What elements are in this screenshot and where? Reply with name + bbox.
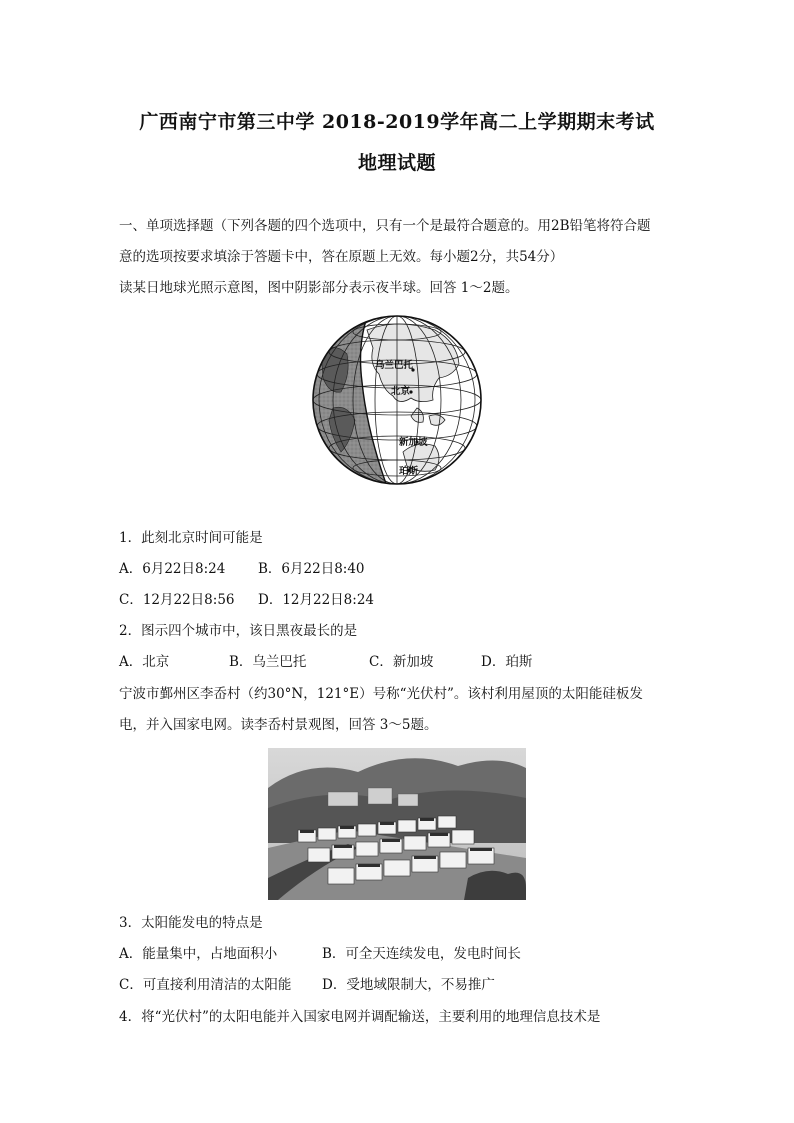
- city-label-ulaanbaatar: 乌兰巴托: [375, 360, 414, 371]
- exam-subtitle: 地理试题: [357, 152, 436, 174]
- q3-option-b[interactable]: B．可全天连续发电，发电时间长: [322, 946, 521, 962]
- exam-title: 广西南宁市第三中学 2018-2019学年高二上学期期末考试: [139, 111, 655, 133]
- earth-illumination-figure: [307, 312, 487, 488]
- section-instructions-line-1: 一、单项选择题（下列各题的四个选项中，只有一个是最符合题意的。用2B铅笔将符合题: [119, 218, 651, 234]
- q1-option-c[interactable]: C．12月22日8:56: [119, 592, 235, 608]
- question-3-stem: 3．太阳能发电的特点是: [119, 915, 263, 931]
- city-label-perth: 珀斯: [399, 466, 419, 477]
- q3-option-c[interactable]: C．可直接利用清洁的太阳能: [119, 977, 292, 993]
- globe-svg: [307, 312, 487, 488]
- q2-option-d[interactable]: D．珀斯: [481, 654, 533, 670]
- section-instructions-line-2: 意的选项按要求填涂于答题卡中，答在原题上无效。每小题2分，共54分）: [119, 249, 564, 265]
- q1-option-a[interactable]: A．6月22日8:24: [119, 561, 226, 577]
- question-3-5-stem-line-2: 电，并入国家电网。读李岙村景观图，回答 3～5题。: [119, 717, 438, 733]
- city-label-beijing: 北京: [391, 386, 411, 397]
- q2-option-b[interactable]: B．乌兰巴托: [229, 654, 307, 670]
- q1-option-b[interactable]: B．6月22日8:40: [258, 561, 365, 577]
- q3-option-a[interactable]: A．能量集中，占地面积小: [119, 946, 278, 962]
- question-4-stem: 4．将“光伏村”的太阳电能并入国家电网并调配输送，主要利用的地理信息技术是: [119, 1009, 601, 1025]
- village-photo-svg: [268, 748, 526, 900]
- question-2-stem: 2．图示四个城市中，该日黑夜最长的是: [119, 623, 358, 639]
- q2-option-c[interactable]: C．新加坡: [369, 654, 434, 670]
- q2-option-a[interactable]: A．北京: [119, 654, 170, 670]
- question-1-stem: 1．此刻北京时间可能是: [119, 530, 263, 546]
- city-label-singapore: 新加坡: [399, 437, 428, 448]
- question-1-2-stem: 读某日地球光照示意图，图中阴影部分表示夜半球。回答 1～2题。: [119, 280, 519, 296]
- q1-option-d[interactable]: D．12月22日8:24: [258, 592, 374, 608]
- q3-option-d[interactable]: D．受地域限制大，不易推广: [322, 977, 495, 993]
- question-3-5-stem-line-1: 宁波市鄞州区李岙村（约30°N，121°E）号称“光伏村”。该村利用屋顶的太阳能硅板发: [119, 686, 643, 702]
- village-landscape-photo: [268, 748, 526, 900]
